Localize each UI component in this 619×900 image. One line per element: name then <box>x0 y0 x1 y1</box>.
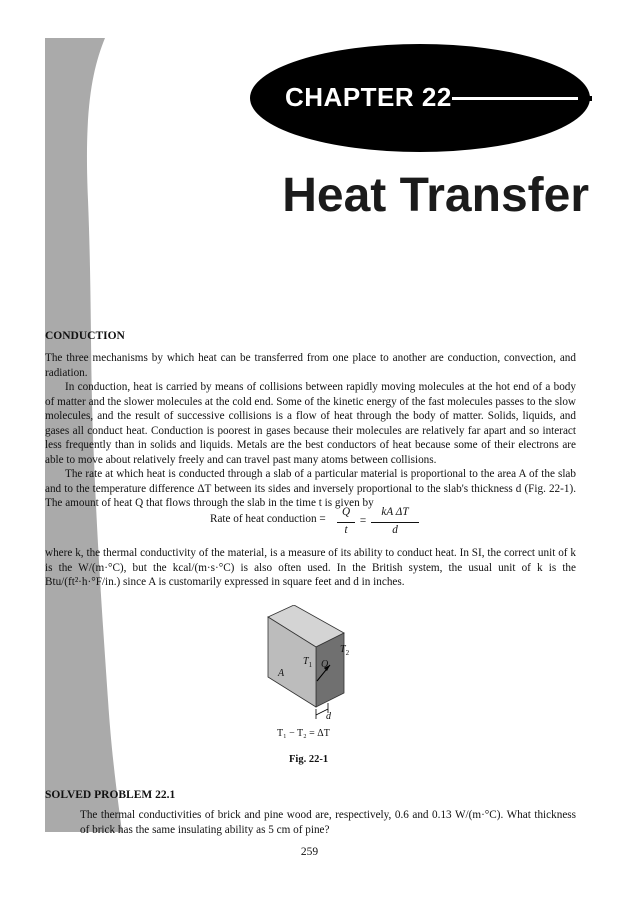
paragraph-2: In conduction, heat is carried by means of collisions between rapidly moving molecules at the hot end of a body of matter and the slower molecules at the cold end. Some of the kinetic energy of the fast molecules passes to the slow molecules, and the result of successive collisions is a flow of heat through the body of matter. Solids, liquids, and gases all conduct heat. Conduction is poorest in gases because their molecules are relatively far apart and so interact less frequently than in solids and liquids. Metals are the best conductors of heat because some of their electrons are able to move about relatively freely and can travel past many atoms between collisions. <box>45 381 576 466</box>
page-title: Heat Transfer <box>282 169 589 222</box>
chapter-label: CHAPTER 22 <box>285 82 452 112</box>
label-a: A <box>278 668 285 679</box>
fraction-1-numerator: Q <box>341 506 351 518</box>
equation-label: Rate of heat conduction = <box>210 513 326 525</box>
fraction-2-bar <box>371 522 419 523</box>
paragraph-1: The three mechanisms by which heat can be transferred from one place to another are conduction, convection, and radiation. <box>45 352 576 379</box>
label-q: Q <box>321 659 329 670</box>
problem-heading: SOLVED PROBLEM 22.1 <box>45 789 176 801</box>
figure-caption: Fig. 22-1 <box>289 754 329 765</box>
problem-text: The thermal conductivities of brick and pine wood are, respectively, 0.6 and 0.13 W/(m·°C). What thickness of brick has the same insulating ability as 5 cm of pine? <box>80 809 576 836</box>
temperature-relation: T₁ − T₂ = ΔT <box>277 728 330 739</box>
page-number: 259 <box>300 846 319 858</box>
fraction-2-numerator: kA ΔT <box>381 506 409 518</box>
fraction-2-denominator: d <box>392 524 398 536</box>
chapter-rule-tip <box>578 96 592 101</box>
label-t2: $T_2$ <box>340 644 350 657</box>
section-heading: CONDUCTION <box>45 330 125 342</box>
fraction-1-bar <box>337 522 355 523</box>
paragraph-4: where k, the thermal conductivity of the material, is a measure of its ability to conduct heat. In SI, the correct unit of k is the W/(m·°C), but the kcal/(m·s·°C) is also often used. In the British system, the usual unit of k is the Btu/(ft²·h·°F/in.) since A is customarily expressed in square feet and d in inches. <box>45 547 576 589</box>
paragraph-3: The rate at which heat is conducted through a slab of a particular material is proportional to the area A of the slab and to the temperature difference ΔT between its sides and inversely proportional to the slab's thickness d (Fig. 22-1). The amount of heat Q that flows through the slab in the time t is given by <box>45 468 576 510</box>
chapter-rule <box>452 97 592 100</box>
label-d: d <box>326 711 331 722</box>
equals-sign: = <box>359 515 367 527</box>
fraction-1-denominator: t <box>344 524 348 536</box>
label-t1: $T_1$ <box>303 656 313 669</box>
